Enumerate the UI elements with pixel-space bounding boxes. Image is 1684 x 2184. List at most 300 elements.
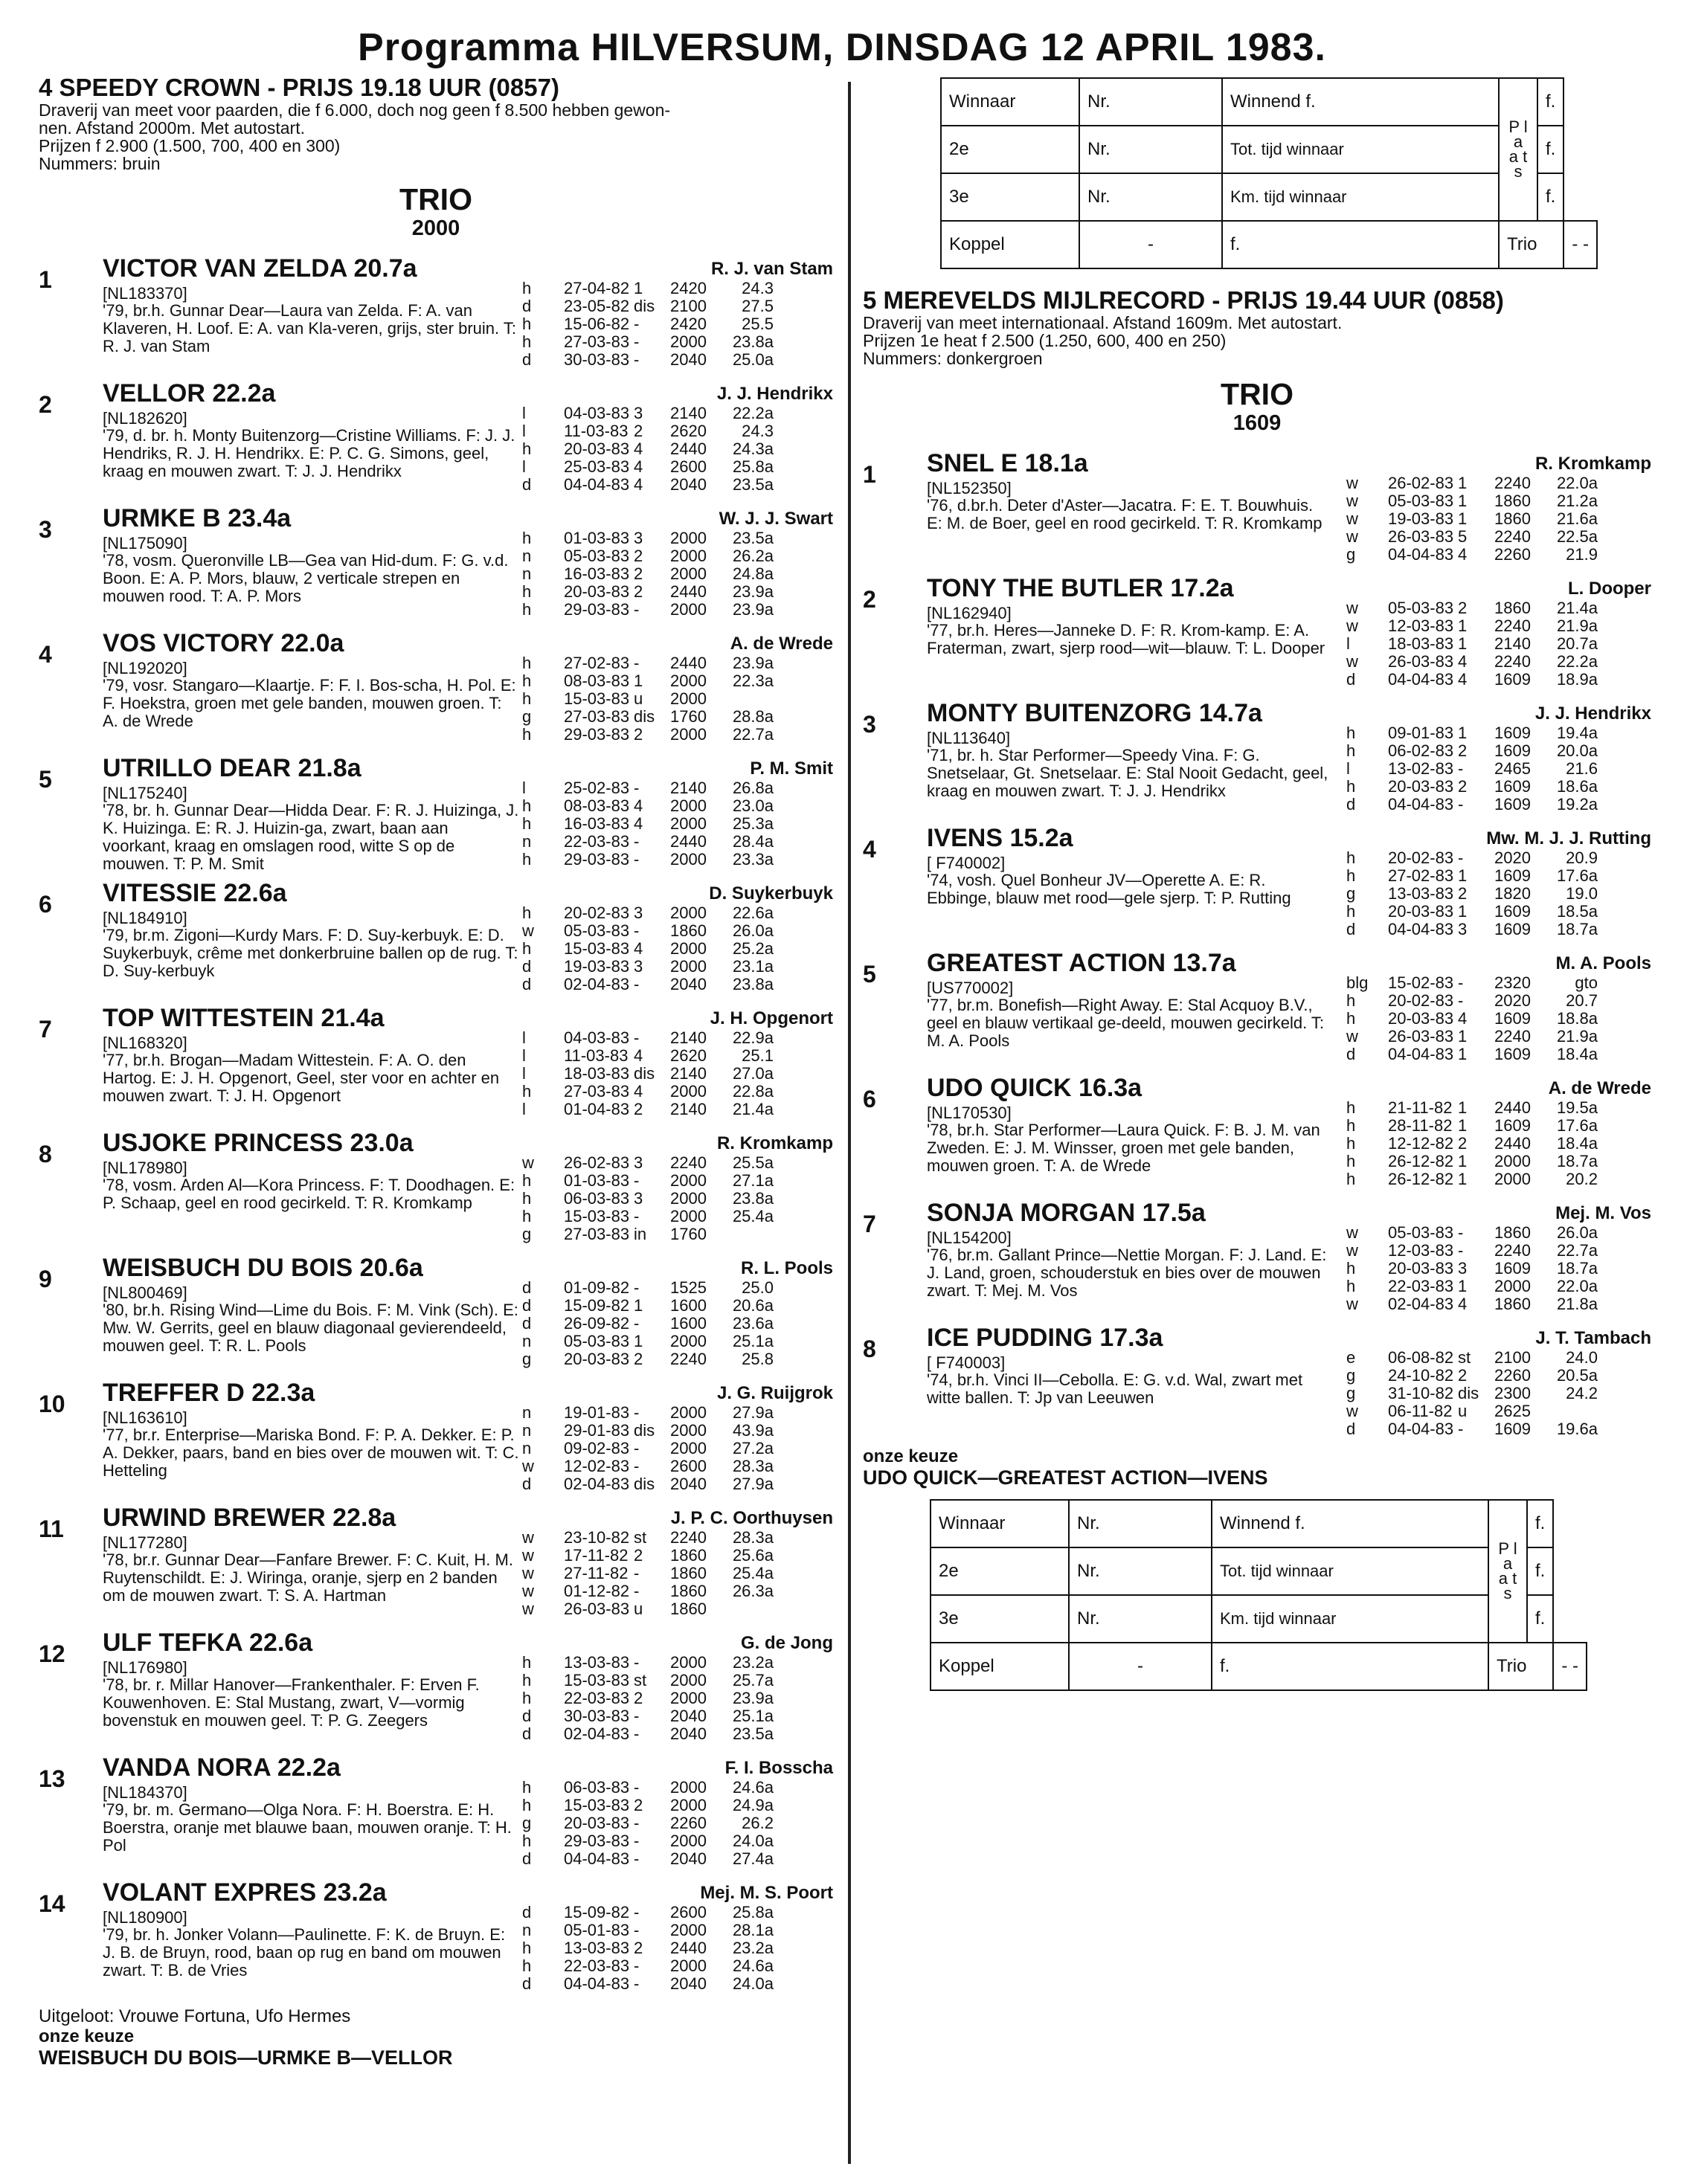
horse-registration: [NL192020] [103, 659, 187, 677]
track-code: w [1346, 616, 1358, 635]
race-date: 15-03-83 [564, 1796, 630, 1814]
form-row [1346, 1046, 1598, 1063]
track-code: w [1346, 1223, 1358, 1242]
race-date: 26-02-83 [1388, 474, 1454, 492]
km-time: 20.2 [1566, 1170, 1598, 1188]
race-4-column [39, 74, 833, 2069]
distance: 2240 [670, 1153, 707, 1172]
km-time: 20.7 [1566, 991, 1598, 1010]
race-date: 02-04-83 [564, 1724, 630, 1743]
placing: dis [634, 297, 655, 315]
race-date: 12-03-83 [1388, 616, 1454, 635]
horse-number: 13 [39, 1765, 65, 1792]
horse-registration: [US770002] [927, 979, 1014, 997]
horse-entry [863, 1069, 1651, 1194]
km-time: 25.1a [732, 1332, 774, 1350]
form-row [522, 529, 774, 547]
result-cell: f. [1527, 1500, 1553, 1547]
form-row [1346, 528, 1598, 546]
race-date: 04-04-83 [564, 1974, 630, 1993]
track-code: d [522, 1849, 532, 1868]
form-table [522, 280, 774, 369]
placing: - [634, 1564, 640, 1582]
distance: 1609 [1494, 724, 1531, 742]
koppel-label: Koppel [931, 1643, 1069, 1690]
race-date: 06-11-82 [1388, 1402, 1453, 1420]
track-code: h [522, 529, 532, 547]
track-code: h [1346, 741, 1356, 760]
form-row [522, 1672, 774, 1689]
form-table [522, 405, 774, 494]
race-date: 30-03-83 [564, 1707, 630, 1725]
placing: u [634, 689, 643, 708]
race-date: 27-04-82 [564, 279, 630, 297]
result-row [941, 126, 1597, 173]
result-table-race-4 [940, 77, 1651, 269]
horse-number: 6 [39, 891, 52, 918]
km-time: 22.7a [732, 725, 774, 744]
km-time: 24.3a [732, 439, 774, 458]
km-time: 20.7a [1556, 634, 1598, 653]
track-code: h [522, 814, 532, 833]
km-time: 23.5a [732, 529, 774, 547]
horse-description: '79, br.h. Gunnar Dear—Laura van Zelda. F: A. van Klaveren, H. Loof. E: A. van Kla-veren, grijs, ster bruin. T: R. J. van Stam [103, 301, 516, 355]
distance: 2000 [670, 903, 707, 922]
km-time: 20.9 [1566, 848, 1598, 867]
result-cell: 3e [941, 173, 1079, 221]
race-date: 19-03-83 [1388, 509, 1454, 528]
horse-entry [39, 1249, 833, 1374]
horse-list [39, 250, 833, 1999]
race-date: 22-03-83 [564, 1956, 630, 1975]
km-time: 22.5a [1556, 527, 1598, 546]
distance: 1860 [670, 1564, 707, 1582]
km-time: 19.5a [1556, 1098, 1598, 1117]
form-table [522, 779, 774, 869]
form-row [522, 422, 774, 440]
race-date: 09-02-83 [564, 1439, 630, 1457]
distance: 2040 [670, 1724, 707, 1743]
race-date: 04-03-83 [564, 1028, 630, 1047]
race-date: 20-03-83 [564, 1814, 630, 1832]
distance: 1600 [670, 1314, 707, 1333]
result-cell: Nr. [1069, 1547, 1212, 1595]
horse-entry [39, 1374, 833, 1499]
placing: - [634, 1457, 640, 1475]
track-code: d [522, 1296, 532, 1315]
distance: 1820 [1494, 884, 1531, 903]
horse-registration: [NL163610] [103, 1408, 187, 1427]
horse-registration: [NL183370] [103, 284, 187, 303]
placing: 2 [1458, 599, 1468, 617]
placing: 1 [1458, 492, 1468, 510]
track-code: g [1346, 1366, 1356, 1385]
distance: 2000 [1494, 1277, 1531, 1295]
horse-entry [39, 625, 833, 750]
result-cell: 2e [931, 1547, 1069, 1595]
race-numbers: Nummers: donkergroen [863, 349, 1043, 368]
horse-registration: [NL178980] [103, 1159, 187, 1177]
km-time: 23.8a [732, 332, 774, 351]
race-date: 15-02-83 [1388, 973, 1454, 992]
result-table [940, 77, 1598, 269]
km-time: 22.7a [1556, 1241, 1598, 1260]
horse-entry [39, 1499, 833, 1624]
horse-trainer: J. P. C. Oorthuysen [670, 1508, 833, 1528]
km-time: 23.9a [732, 582, 774, 601]
distance: 2000 [670, 1207, 707, 1225]
km-time: 21.9a [1556, 1027, 1598, 1046]
horse-description: '79, br. m. Germano—Olga Nora. F: H. Boerstra. E: H. Boerstra, oranje met blauwe baan, mouwen oranje. T: H. Pol [103, 1800, 512, 1855]
race-date: 26-12-82 [1388, 1152, 1454, 1170]
track-code: l [1346, 759, 1350, 778]
track-code: w [1346, 1027, 1358, 1046]
distance: 2000 [670, 1689, 707, 1707]
horse-name: VANDA NORA 22.2a [103, 1753, 341, 1782]
horse-description: '78, vosm. Arden Al—Kora Princess. F: T. Doodhagen. E: P. Schaap, geel en rood gecirkeld. T: R. Kromkamp [103, 1176, 515, 1212]
distance: 2000 [670, 332, 707, 351]
race-date: 15-03-83 [564, 689, 630, 708]
distance: 2040 [670, 1849, 707, 1868]
km-time: 23.9a [732, 1689, 774, 1707]
form-row [1346, 1278, 1598, 1295]
horse-entry [39, 500, 833, 625]
placing: 2 [634, 1939, 643, 1957]
placing: - [634, 1707, 640, 1725]
result-row [941, 221, 1597, 268]
track-code: w [522, 1564, 534, 1582]
race-conditions: Draverij van meet voor paarden, die f 6.000, doch nog geen f 8.500 hebben gewon- [39, 100, 671, 120]
track-code: h [522, 1671, 532, 1689]
distance: 2440 [1494, 1134, 1531, 1153]
placing: 2 [1458, 741, 1468, 760]
horse-number: 11 [39, 1515, 64, 1542]
track-code: l [1346, 634, 1350, 653]
placing: 4 [634, 457, 643, 476]
distance: 2000 [670, 1653, 707, 1672]
km-time: 22.9a [732, 1028, 774, 1047]
track-code: w [522, 921, 534, 940]
distance: 2020 [1494, 848, 1531, 867]
km-time: 21.8a [1556, 1295, 1598, 1313]
distance: 2000 [670, 1332, 707, 1350]
distance: 2420 [670, 279, 707, 297]
horse-description: '74, vosh. Quel Bonheur JV—Operette A. E: R. Ebbinge, blauw met rood—gele sjerp. T: P. Rutting [927, 871, 1291, 907]
track-code: d [522, 1974, 532, 1993]
placing: - [634, 779, 640, 797]
race-date: 01-04-83 [564, 1100, 630, 1118]
form-row [1346, 653, 1598, 671]
race-date: 16-03-83 [564, 814, 630, 833]
form-row [522, 1422, 774, 1440]
form-row [1346, 885, 1598, 903]
form-row [1346, 992, 1598, 1010]
horse-registration: [NL168320] [103, 1034, 187, 1052]
distance: 1609 [1494, 902, 1531, 921]
placing: dis [634, 1475, 655, 1493]
form-row [522, 1957, 774, 1975]
km-time: 22.2a [732, 404, 774, 422]
track-code: n [522, 564, 532, 583]
horse-description: '77, br.h. Brogan—Madam Wittestein. F: A. O. den Hartog. E: J. H. Opgenort, Geel, ster voor en achter en mouwen zwart. T: J. H. Opgenort [103, 1051, 500, 1105]
horse-trainer: R. L. Pools [740, 1258, 833, 1278]
distance: 1860 [1494, 509, 1531, 528]
track-code: l [522, 779, 526, 797]
race-date: 26-03-83 [564, 1600, 630, 1618]
placing: - [634, 1956, 640, 1975]
km-time: 19.6a [1556, 1420, 1598, 1438]
result-cell: Tot. tijd winnaar [1222, 126, 1499, 173]
form-row [522, 1654, 774, 1672]
race-date: 29-03-83 [564, 1832, 630, 1850]
km-time: 24.8a [732, 564, 774, 583]
placing: 5 [1458, 527, 1468, 546]
form-row [522, 315, 774, 333]
horse-number: 5 [863, 961, 876, 988]
race-date: 17-11-82 [564, 1546, 629, 1565]
race-date: 23-05-82 [564, 297, 630, 315]
placing: 1 [1458, 1116, 1468, 1135]
distance: 1609 [1494, 670, 1531, 689]
horse-registration: [NL176980] [103, 1658, 187, 1677]
form-row [522, 1404, 774, 1422]
form-row [1346, 1367, 1598, 1385]
form-row [522, 351, 774, 369]
distance: 1609 [1494, 1420, 1531, 1438]
distance: 2620 [670, 422, 707, 440]
placing: - [634, 350, 640, 369]
race-date: 19-03-83 [564, 957, 630, 976]
placing: - [634, 1403, 640, 1422]
distance: 2000 [670, 850, 707, 869]
track-code: w [1346, 1241, 1358, 1260]
race-date: 04-04-83 [1388, 1045, 1454, 1063]
horse-number: 4 [39, 641, 52, 668]
trio-heading: TRIO [1221, 377, 1293, 411]
form-table [522, 1904, 774, 1993]
horse-registration: [NL182620] [103, 409, 187, 428]
distance: 2000 [670, 1832, 707, 1850]
trio-label: Trio [1499, 221, 1564, 268]
placing: in [634, 1225, 647, 1243]
race-prizes: Prijzen 1e heat f 2.500 (1.250, 600, 400 en 250) [863, 331, 1227, 350]
km-time: 23.9a [732, 600, 774, 619]
distance: 2020 [1494, 991, 1531, 1010]
race-date: 15-09-82 [564, 1296, 630, 1315]
distance: 1609 [1494, 1009, 1531, 1028]
placing: 1 [1458, 634, 1468, 653]
race-date: 08-03-83 [564, 671, 630, 690]
result-row [931, 1595, 1587, 1643]
km-time: 18.4a [1556, 1045, 1598, 1063]
result-cell: Winnaar [931, 1500, 1069, 1547]
distance: 1609 [1494, 1116, 1531, 1135]
form-row [1346, 1385, 1598, 1402]
race-date: 22-03-83 [1388, 1277, 1454, 1295]
placing: 3 [634, 529, 643, 547]
distance: 2140 [670, 1100, 707, 1118]
km-time: 22.0a [1556, 474, 1598, 492]
placing: 1 [1458, 474, 1468, 492]
horse-trainer: A. de Wrede [730, 634, 833, 654]
form-row [522, 797, 774, 815]
placing: 2 [634, 422, 643, 440]
race-date: 22-03-83 [564, 832, 630, 851]
form-row [522, 690, 774, 708]
form-row [522, 1154, 774, 1172]
result-row [941, 78, 1597, 126]
km-time: 20.5a [1556, 1366, 1598, 1385]
km-time: 23.5a [732, 475, 774, 494]
km-time: 21.9 [1566, 545, 1598, 564]
distance: 2040 [670, 1974, 707, 1993]
form-row [522, 1565, 774, 1582]
result-row [941, 173, 1597, 221]
track-code: h [522, 439, 532, 458]
horse-name: GREATEST ACTION 13.7a [927, 949, 1236, 977]
result-cell: Winnend f. [1222, 78, 1499, 126]
form-row [522, 958, 774, 976]
placing: 3 [634, 957, 643, 976]
horse-name: ICE PUDDING 17.3a [927, 1324, 1163, 1352]
race-5-column [863, 74, 1651, 1691]
placing: - [634, 975, 640, 993]
koppel-label: Koppel [941, 221, 1079, 268]
form-table [522, 654, 774, 744]
race-date: 30-03-83 [564, 350, 630, 369]
race-date: 04-04-83 [564, 1849, 630, 1868]
race-distance: 1609 [1233, 411, 1282, 435]
horse-number: 6 [863, 1086, 876, 1112]
track-code: g [1346, 884, 1356, 903]
km-time: 22.6a [732, 903, 774, 922]
placing: - [1458, 848, 1464, 867]
race-date: 26-09-82 [564, 1314, 630, 1333]
placing: 3 [634, 404, 643, 422]
horse-number: 1 [863, 461, 876, 488]
form-row [1346, 1117, 1598, 1135]
distance: 2140 [670, 1064, 707, 1083]
track-code: h [522, 1082, 532, 1101]
horse-registration: [NL162940] [927, 604, 1012, 622]
race-date: 27-11-82 [564, 1564, 629, 1582]
horse-entry [39, 750, 833, 874]
horse-description: '76, d.br.h. Deter d'Aster—Jacatra. F: E. T. Bouwhuis. E: M. de Boer, geel en rood gecirkeld. T: R. Kromkamp [927, 496, 1323, 532]
track-code: h [522, 1189, 532, 1208]
placing: dis [634, 1421, 655, 1440]
horse-trainer: Mej. M. S. Poort [700, 1883, 833, 1903]
km-time: 18.7a [1556, 1152, 1598, 1170]
placing: - [634, 1814, 640, 1832]
horse-name: VELLOR 22.2a [103, 379, 276, 408]
track-code: e [1346, 1348, 1356, 1367]
distance: 1600 [670, 1296, 707, 1315]
horse-number: 14 [39, 1890, 65, 1917]
distance: 2600 [670, 457, 707, 476]
race-date: 15-03-83 [564, 1671, 630, 1689]
km-time: 23.3a [732, 850, 774, 869]
form-row [522, 1707, 774, 1725]
race-date: 05-03-83 [1388, 599, 1454, 617]
distance: 2440 [670, 582, 707, 601]
placing: - [634, 600, 640, 619]
placing: - [634, 1778, 640, 1797]
race-date: 11-03-83 [564, 422, 629, 440]
horse-trainer: J. T. Tambach [1535, 1328, 1651, 1348]
race-date: 01-09-82 [564, 1278, 630, 1297]
race-date: 06-03-83 [564, 1778, 630, 1797]
form-row [1346, 671, 1598, 689]
race-date: 09-01-83 [1388, 724, 1454, 742]
placing: - [634, 1582, 640, 1600]
horse-number: 5 [39, 766, 52, 793]
horse-entry [39, 1749, 833, 1874]
km-time: 28.1a [732, 1921, 774, 1939]
km-time: 24.3 [742, 422, 774, 440]
km-time: 25.5 [742, 315, 774, 333]
our-choice: UDO QUICK—GREATEST ACTION—IVENS [863, 1466, 1268, 1489]
placing: 4 [1458, 670, 1468, 689]
track-code: h [522, 725, 532, 744]
km-time: 21.4a [732, 1100, 774, 1118]
horse-number: 2 [39, 391, 52, 418]
placing: 3 [634, 903, 643, 922]
distance: 2000 [670, 1778, 707, 1797]
horse-entry [39, 1124, 833, 1249]
distance: 2600 [670, 1457, 707, 1475]
placing: 1 [1458, 1152, 1468, 1170]
distance: 2100 [1494, 1348, 1531, 1367]
km-time: 18.7a [1556, 920, 1598, 938]
placing: 4 [634, 814, 643, 833]
horse-entry [863, 1194, 1651, 1319]
distance: 2300 [1494, 1384, 1531, 1402]
track-code: l [522, 1100, 526, 1118]
track-code: h [522, 939, 532, 958]
placing: 1 [1458, 616, 1468, 635]
race-date: 21-11-82 [1388, 1098, 1453, 1117]
horse-trainer: P. M. Smit [750, 758, 833, 779]
race-date: 19-01-83 [564, 1403, 630, 1422]
track-code: g [522, 707, 532, 726]
race-conditions-2: nen. Afstand 2000m. Met autostart. [39, 118, 305, 138]
km-time: 23.5a [732, 1724, 774, 1743]
form-table [522, 529, 774, 619]
race-date: 23-10-82 [564, 1528, 630, 1547]
horse-registration: [NL184910] [103, 909, 187, 927]
track-code: h [522, 850, 532, 869]
track-code: h [1346, 1277, 1356, 1295]
race-date: 05-03-83 [1388, 1223, 1454, 1242]
placing: dis [634, 707, 655, 726]
form-row [522, 1797, 774, 1814]
form-row [1346, 617, 1598, 635]
race-date: 04-04-83 [1388, 920, 1454, 938]
race-date: 18-03-83 [564, 1064, 630, 1083]
form-row [522, 1333, 774, 1350]
distance: 2000 [670, 600, 707, 619]
placing: - [634, 654, 640, 672]
track-code: g [522, 1350, 532, 1368]
result-cell: Nr. [1069, 1595, 1212, 1643]
form-row [522, 851, 774, 869]
track-code: g [522, 1225, 532, 1243]
track-code: w [522, 1582, 534, 1600]
distance: 2040 [670, 975, 707, 993]
km-time: 28.8a [732, 707, 774, 726]
race-date: 27-02-83 [564, 654, 630, 672]
km-time: 27.9a [732, 1403, 774, 1422]
